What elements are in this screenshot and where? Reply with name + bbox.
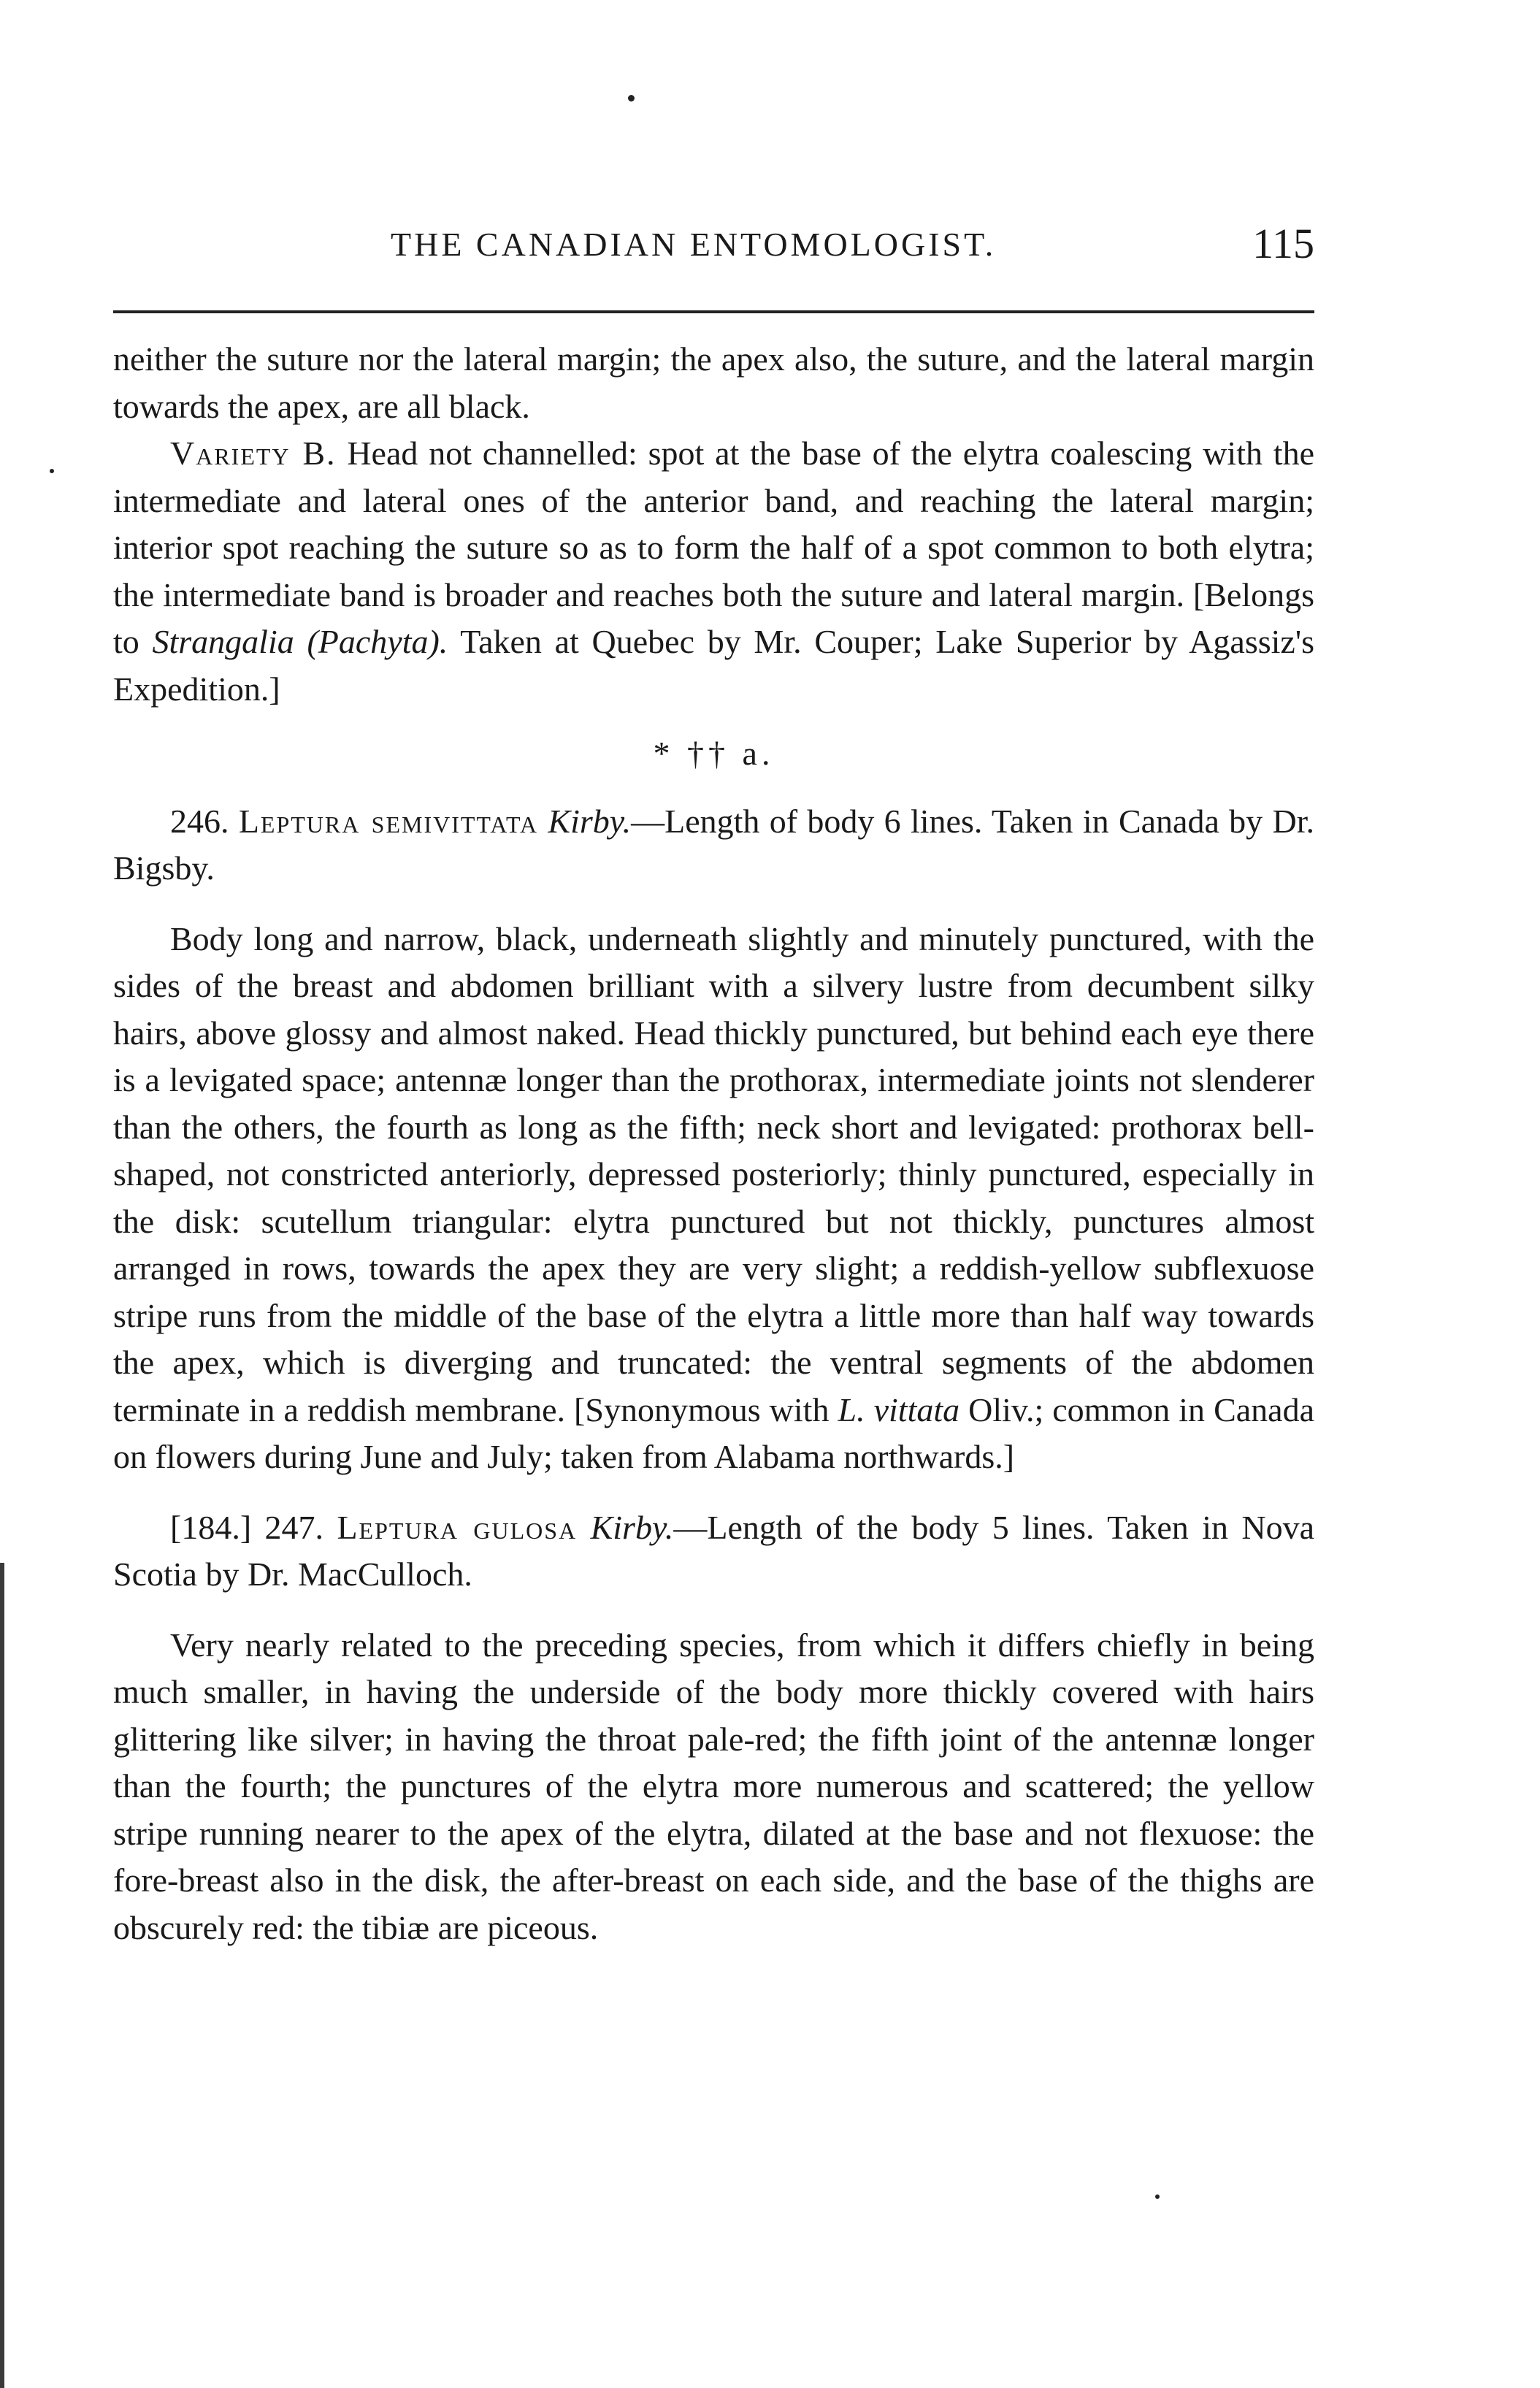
running-header	[113, 219, 1314, 278]
synonym-name: L. vittata	[838, 1390, 960, 1428]
binding-edge	[0, 1563, 4, 2388]
species-author: Kirby.	[590, 1508, 674, 1546]
species-name: Leptura gulosa	[337, 1508, 578, 1546]
entry-text: —Length of body 6 lines. Taken in Canada by Dr. Bigsby.	[113, 802, 1314, 887]
variety-label: Variety B.	[170, 435, 337, 472]
species-entry-246	[113, 798, 1314, 892]
running-title: THE CANADIAN ENTOMOLOGIST.	[391, 226, 997, 263]
entry-number: [184.] 247.	[170, 1508, 324, 1546]
section-marker: * †† a.	[653, 735, 775, 772]
species-name: Leptura semivittata	[238, 802, 539, 840]
ink-speck	[1155, 2194, 1160, 2199]
paragraph-text: Oliv.; common in Canada on flowers during June and July; taken from Alabama northwards.]	[113, 1390, 1315, 1475]
paragraph-text: Taken at Quebec by Mr. Couper; Lake Superior by Agassiz's Expedition.]	[113, 623, 1315, 708]
species-entry-247	[113, 1504, 1314, 1599]
entry-number: 246.	[170, 802, 229, 840]
body-text	[113, 336, 1314, 1951]
entry-text: —Length of the body 5 lines. Taken in Nova Scotia by Dr. MacCulloch.	[113, 1508, 1315, 1593]
paragraph-text: Head not channelled: spot at the base of the elytra coalescing with the intermediate and lateral ones of the anterior band, and reaching the lateral margin; interior spot reaching the suture so as to form the half of a spot common to both elytra; the intermediate band is broader and reaches both the suture and lateral margin. [Belongs to	[113, 435, 1314, 660]
genus-name: Strangalia (Pachyta).	[152, 623, 448, 660]
paragraph-text: Body long and narrow, black, underneath slightly and minutely punctured, with the sides of the breast and abdomen brilliant with a silvery lustre from decumbent silky hairs, above glossy and almost naked. Head thickly punctured, but behind each eye there is a levigated space; antennæ longer than the prothorax, intermediate joints not slenderer than the others, the fourth as long as the fifth; neck short and levigated: prothorax bell-shaped, not constricted anteriorly, depressed posteriorly; thinly punctured, especially in the disk: scutellum triangular: elytra punctured but not thickly, punctures almost arranged in rows, towards the apex they are very slight; a reddish-yellow subflexuose stripe runs from the middle of the base of the elytra a little more than half way towards the apex, which is diverging and truncated: the ventral segments of the abdomen terminate in a reddish membrane. [Synonymous with	[113, 919, 1314, 1428]
page-number: 115	[1252, 220, 1314, 267]
paragraph: neither the suture nor the lateral margin; the apex also, the suture, and the lateral margin towards the apex, are all black.	[113, 340, 1314, 425]
ink-speck	[50, 469, 54, 473]
variety-b-paragraph	[113, 430, 1314, 713]
species-author: Kirby.	[548, 802, 632, 840]
description-paragraph	[113, 916, 1314, 1481]
header-rule	[113, 310, 1314, 313]
description-paragraph: Very nearly related to the preceding species, from which it differs chiefly in being much smaller, in having the underside of the body more thickly covered with hairs glittering like silver; in having the throat pale-red; the fifth joint of the antennæ longer than the fourth; the punctures of the elytra more numerous and scattered; the yellow stripe running nearer to the apex of the elytra, dilated at the base and not flexuose: the fore-breast also in the disk, the after-breast on each side, and the base of the thighs are obscurely red: the tibiæ are piceous.	[113, 1626, 1314, 1946]
ink-speck	[628, 95, 635, 102]
